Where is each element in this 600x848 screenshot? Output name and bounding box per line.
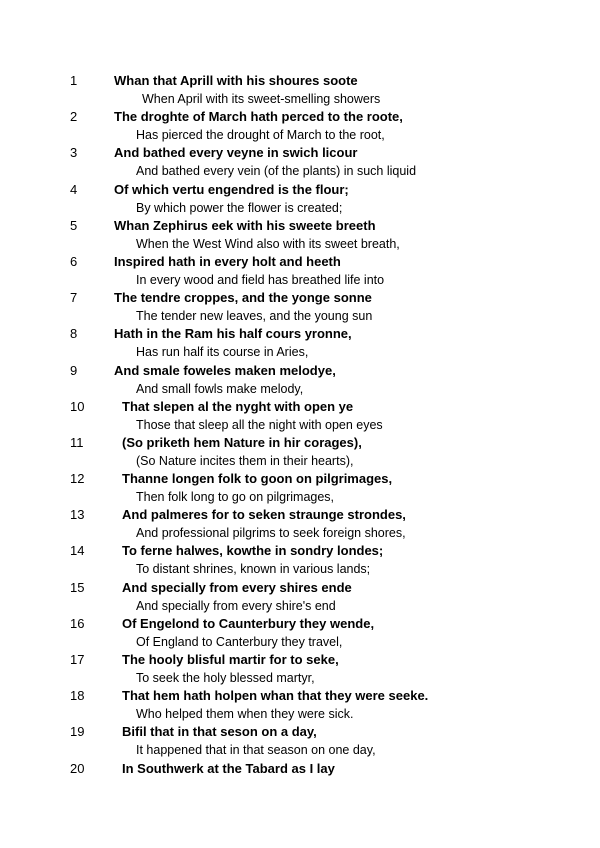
middle-english-line: Of Engelond to Caunterbury they wende,: [122, 615, 375, 631]
line-number: 3: [70, 145, 78, 161]
middle-english-line: And bathed every veyne in swich licour: [114, 145, 358, 161]
middle-english-line: The hooly blisful martir for to seke,: [122, 652, 339, 667]
modern-english-line: Has pierced the drought of March to the root,: [136, 128, 385, 143]
modern-english-line: Then folk long to go on pilgrimages,: [136, 490, 335, 505]
modern-english-line: And professional pilgrims to seek foreign shores,: [136, 526, 406, 541]
middle-english-line: And palmeres for to seken straunge strondes,: [122, 507, 406, 523]
modern-english-line: Of England to Canterbury they travel,: [136, 634, 343, 649]
middle-english-line: That hem hath holpen whan that they were seeke.: [122, 688, 429, 704]
line-number: 18: [70, 688, 85, 704]
middle-english-line: Bifil that in that seson on a day,: [122, 724, 317, 740]
middle-english-line: And specially from every shires ende: [122, 579, 352, 595]
poem-line: [0, 687, 600, 723]
poem-line: [0, 398, 600, 434]
middle-english-line: Whan that Aprill with his shoures soote: [114, 73, 358, 88]
middle-english-line: The droghte of March hath perced to the roote,: [114, 109, 403, 125]
poem-line: [0, 362, 600, 398]
middle-english-line: Hath in the Ram his half cours yronne,: [114, 326, 352, 342]
line-number: 4: [70, 181, 78, 197]
poem-line: [0, 542, 600, 578]
modern-english-line: In every wood and field has breathed life into: [136, 272, 385, 287]
poem-line: [0, 325, 600, 361]
line-number: 11: [70, 434, 84, 450]
middle-english-line: The tendre croppes, and the yonge sonne: [114, 290, 372, 306]
poem-line: [0, 108, 600, 144]
middle-english-line: Thanne longen folk to goon on pilgrimages,: [122, 471, 393, 487]
modern-english-line: (So Nature incites them in their hearts),: [136, 453, 354, 468]
modern-english-line: And small fowls make melody,: [136, 381, 304, 396]
line-number: 14: [70, 543, 85, 559]
poem-line: [0, 289, 600, 325]
line-number: 9: [70, 362, 78, 378]
middle-english-line: Inspired hath in every holt and heeth: [114, 253, 341, 269]
modern-english-line: The tender new leaves, and the young sun: [136, 309, 373, 324]
modern-english-line: To seek the holy blessed martyr,: [136, 671, 315, 685]
modern-english-line: And bathed every vein (of the plants) in such liquid: [136, 164, 417, 179]
line-number: 6: [70, 253, 78, 269]
poem-line: [0, 615, 600, 651]
line-number: 13: [70, 507, 85, 523]
modern-english-line: Has run half its course in Aries,: [136, 345, 309, 360]
line-number: 15: [70, 579, 85, 595]
line-number: 7: [70, 290, 78, 306]
line-number: 20: [70, 760, 85, 776]
middle-english-line: Of which vertu engendred is the flour;: [114, 181, 349, 197]
line-number: 2: [70, 109, 78, 125]
line-number: 8: [70, 326, 78, 342]
middle-english-line: That slepen al the nyght with open ye: [122, 398, 354, 414]
modern-english-line: To distant shrines, known in various lands;: [136, 562, 371, 577]
poem-line: [0, 434, 600, 470]
poem-text: [0, 72, 600, 796]
modern-english-line: And specially from every shire's end: [136, 598, 336, 613]
middle-english-line: To ferne halwes, kowthe in sondry londes;: [122, 543, 384, 559]
line-number: 19: [70, 724, 85, 740]
line-number: 5: [70, 217, 78, 233]
middle-english-line: In Southwerk at the Tabard as I lay: [122, 760, 335, 776]
poem-line: [0, 253, 600, 289]
poem-line: [0, 217, 600, 253]
middle-english-line: And smale foweles maken melodye,: [114, 362, 336, 378]
line-number: 17: [70, 652, 85, 667]
line-number: 16: [70, 615, 85, 631]
modern-english-line: When April with its sweet-smelling showers: [142, 92, 381, 106]
poem-line: [0, 470, 600, 506]
modern-english-line: It happened that in that season on one day,: [136, 743, 376, 758]
poem-line: [0, 181, 600, 217]
poem-line: [0, 723, 600, 759]
poem-line: [0, 144, 600, 180]
line-number: 10: [70, 398, 85, 414]
middle-english-line: Whan Zephirus eek with his sweete breeth: [114, 217, 376, 233]
poem-line: [0, 651, 600, 687]
modern-english-line: Those that sleep all the night with open eyes: [136, 417, 383, 432]
poem-line: [0, 506, 600, 542]
modern-english-line: Who helped them when they were sick.: [136, 707, 354, 722]
poem-line: [0, 760, 600, 796]
line-number: 12: [70, 471, 85, 487]
poem-line: [0, 579, 600, 615]
modern-english-line: When the West Wind also with its sweet breath,: [136, 236, 400, 251]
modern-english-line: By which power the flower is created;: [136, 200, 343, 215]
middle-english-line: (So priketh hem Nature in hir corages),: [122, 434, 362, 450]
poem-line: [0, 72, 600, 108]
line-number: 1: [70, 73, 78, 88]
